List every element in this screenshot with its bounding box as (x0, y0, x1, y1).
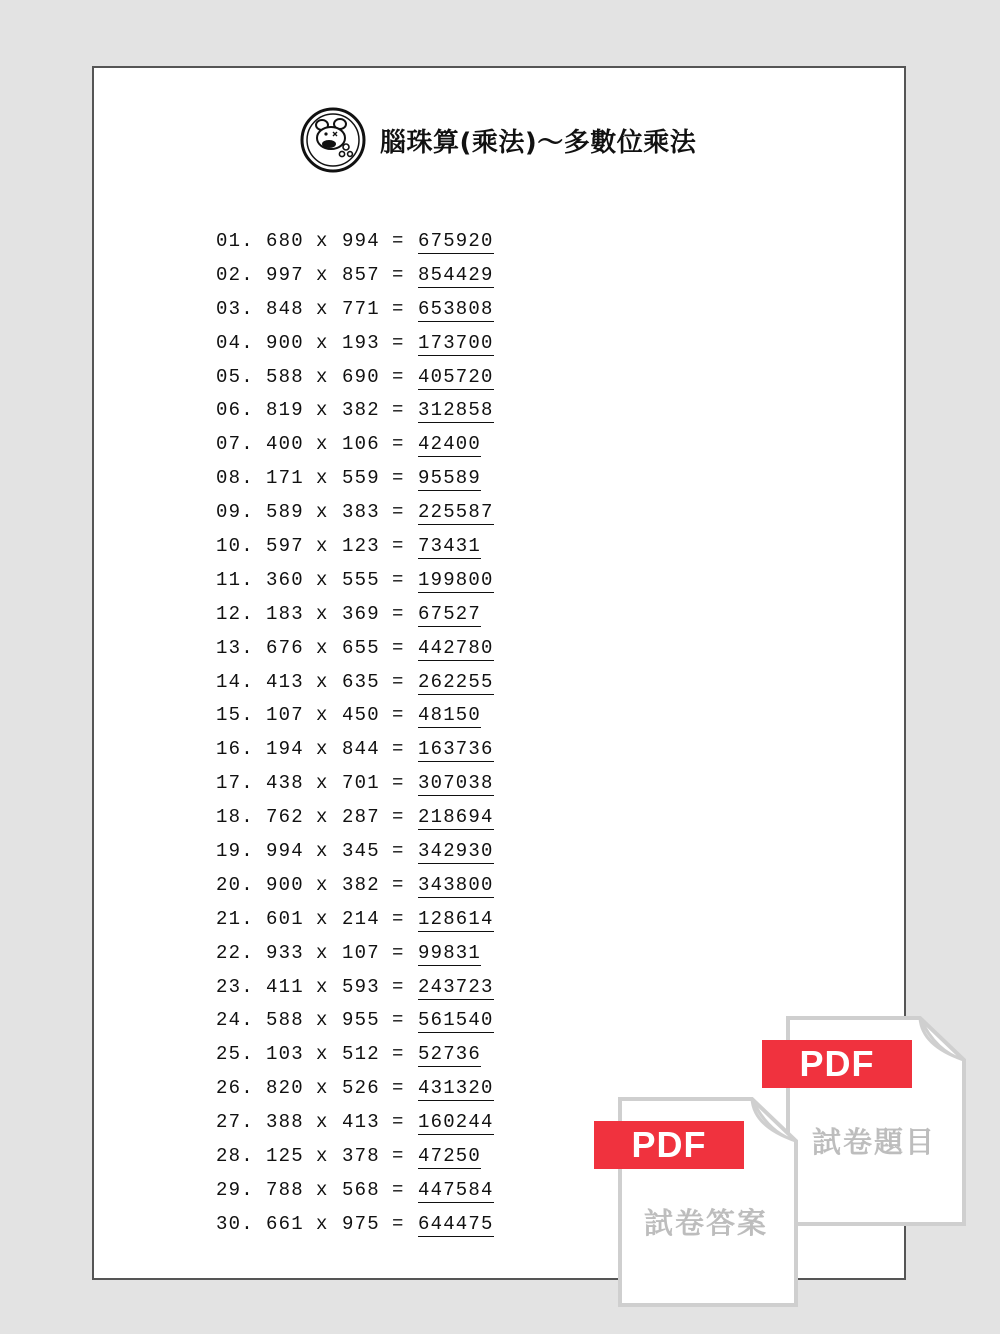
operand-b: 378 (342, 1145, 380, 1168)
operand-b: 955 (342, 1009, 380, 1032)
problem-row (216, 938, 494, 972)
problem-row (216, 463, 494, 497)
mouse-logo-icon (300, 107, 366, 173)
operand-b: 844 (342, 738, 380, 761)
operand-b: 526 (342, 1077, 380, 1100)
problem-number: 28. (216, 1145, 254, 1168)
problem-number: 11. (216, 568, 254, 591)
problem-number: 23. (216, 975, 254, 998)
operand-a: 171 (266, 467, 304, 490)
answer: 99831 (418, 941, 482, 964)
operand-a: 388 (266, 1111, 304, 1134)
problem-number: 07. (216, 433, 254, 456)
operand-b: 857 (342, 263, 380, 286)
equals-sign: = (392, 704, 405, 727)
operator: x (316, 535, 329, 558)
equals-sign: = (392, 941, 405, 964)
operand-a: 994 (266, 840, 304, 863)
operand-a: 588 (266, 365, 304, 388)
answer: 653808 (418, 297, 494, 320)
operand-a: 820 (266, 1077, 304, 1100)
answer: 218694 (418, 806, 494, 829)
operand-a: 900 (266, 331, 304, 354)
operand-b: 193 (342, 331, 380, 354)
operand-a: 360 (266, 568, 304, 591)
download-answers-pdf[interactable] (618, 1097, 794, 1305)
equals-sign: = (392, 636, 405, 659)
operand-a: 589 (266, 501, 304, 524)
operand-a: 848 (266, 297, 304, 320)
answer: 675920 (418, 230, 494, 252)
problem-row (216, 836, 494, 870)
problem-number: 20. (216, 873, 254, 896)
problem-number: 10. (216, 535, 254, 558)
operator: x (316, 1077, 329, 1100)
operator: x (316, 263, 329, 286)
operand-b: 690 (342, 365, 380, 388)
equals-sign: = (392, 907, 405, 930)
answer: 95589 (418, 467, 482, 490)
problem-row (216, 294, 494, 328)
operand-b: 106 (342, 433, 380, 456)
answer: 173700 (418, 331, 494, 354)
problem-number: 18. (216, 806, 254, 829)
operand-b: 701 (342, 772, 380, 795)
operand-b: 975 (342, 1212, 380, 1235)
operator: x (316, 365, 329, 388)
answer: 47250 (418, 1145, 482, 1168)
operator: x (316, 501, 329, 524)
equals-sign: = (392, 1009, 405, 1032)
answer: 447584 (418, 1178, 494, 1201)
operator: x (316, 1178, 329, 1201)
problem-row (216, 1005, 494, 1039)
operator: x (316, 331, 329, 354)
operand-b: 382 (342, 873, 380, 896)
operand-b: 369 (342, 602, 380, 625)
answer: 199800 (418, 568, 494, 591)
operand-a: 413 (266, 670, 304, 693)
answer: 42400 (418, 433, 482, 456)
answer: 312858 (418, 399, 494, 422)
operand-a: 933 (266, 941, 304, 964)
operand-a: 107 (266, 704, 304, 727)
answer: 243723 (418, 975, 494, 998)
operand-b: 635 (342, 670, 380, 693)
problem-row (216, 1175, 494, 1209)
operator: x (316, 568, 329, 591)
problem-row (216, 904, 494, 938)
equals-sign: = (392, 535, 405, 558)
answer: 644475 (418, 1212, 494, 1235)
operand-a: 676 (266, 636, 304, 659)
equals-sign: = (392, 602, 405, 625)
operator: x (316, 1111, 329, 1134)
answer: 561540 (418, 1009, 494, 1032)
operand-b: 655 (342, 636, 380, 659)
operand-a: 588 (266, 1009, 304, 1032)
pdf-badge: PDF (762, 1040, 912, 1088)
operand-b: 593 (342, 975, 380, 998)
equals-sign: = (392, 1111, 405, 1134)
operator: x (316, 1145, 329, 1168)
operator: x (316, 907, 329, 930)
problem-number: 05. (216, 365, 254, 388)
operand-a: 762 (266, 806, 304, 829)
problem-row (216, 362, 494, 396)
problem-number: 01. (216, 230, 254, 252)
problem-list (216, 226, 494, 1243)
equals-sign: = (392, 806, 405, 829)
problem-number: 02. (216, 263, 254, 286)
equals-sign: = (392, 670, 405, 693)
operator: x (316, 738, 329, 761)
equals-sign: = (392, 568, 405, 591)
problem-number: 14. (216, 670, 254, 693)
equals-sign: = (392, 365, 405, 388)
worksheet-header (300, 106, 696, 174)
problem-row (216, 395, 494, 429)
problem-row (216, 328, 494, 362)
pdf-label-questions: 試卷題目 (811, 1125, 936, 1159)
equals-sign: = (392, 1077, 405, 1100)
problem-number: 22. (216, 941, 254, 964)
operand-a: 597 (266, 535, 304, 558)
operand-b: 559 (342, 467, 380, 490)
problem-row (216, 667, 494, 701)
equals-sign: = (392, 501, 405, 524)
problem-row (216, 497, 494, 531)
equals-sign: = (392, 1145, 405, 1168)
operand-b: 450 (342, 704, 380, 727)
problem-row (216, 1073, 494, 1107)
problem-row (216, 972, 494, 1006)
answer: 52736 (418, 1043, 482, 1066)
operator: x (316, 636, 329, 659)
problem-row (216, 531, 494, 565)
problem-number: 17. (216, 772, 254, 795)
download-questions-pdf[interactable] (786, 1016, 962, 1224)
operator: x (316, 230, 329, 252)
problem-row (216, 1209, 494, 1243)
answer: 67527 (418, 602, 482, 625)
answer: 342930 (418, 840, 494, 863)
equals-sign: = (392, 738, 405, 761)
operand-b: 771 (342, 297, 380, 320)
operator: x (316, 840, 329, 863)
operand-b: 555 (342, 568, 380, 591)
answer: 48150 (418, 704, 482, 727)
operator: x (316, 1009, 329, 1032)
answer: 854429 (418, 263, 494, 286)
answer: 163736 (418, 738, 494, 761)
operator: x (316, 670, 329, 693)
problem-number: 30. (216, 1212, 254, 1235)
operator: x (316, 1212, 329, 1235)
problem-number: 25. (216, 1043, 254, 1066)
equals-sign: = (392, 1212, 405, 1235)
equals-sign: = (392, 873, 405, 896)
answer: 405720 (418, 365, 494, 388)
operand-b: 383 (342, 501, 380, 524)
problem-row (216, 565, 494, 599)
problem-number: 12. (216, 602, 254, 625)
operand-b: 568 (342, 1178, 380, 1201)
problem-row (216, 734, 494, 768)
problem-number: 29. (216, 1178, 254, 1201)
operand-b: 413 (342, 1111, 380, 1134)
equals-sign: = (392, 433, 405, 456)
operand-a: 411 (266, 975, 304, 998)
operator: x (316, 467, 329, 490)
problem-row (216, 1141, 494, 1175)
operator: x (316, 602, 329, 625)
operand-a: 103 (266, 1043, 304, 1066)
pdf-badge: PDF (594, 1121, 744, 1169)
problem-number: 27. (216, 1111, 254, 1134)
problem-row (216, 633, 494, 667)
equals-sign: = (392, 772, 405, 795)
problem-number: 21. (216, 907, 254, 930)
answer: 128614 (418, 907, 494, 930)
problem-number: 06. (216, 399, 254, 422)
equals-sign: = (392, 1043, 405, 1066)
problem-number: 19. (216, 840, 254, 863)
equals-sign: = (392, 840, 405, 863)
problem-row (216, 429, 494, 463)
operand-a: 194 (266, 738, 304, 761)
answer: 73431 (418, 535, 482, 558)
answer: 160244 (418, 1111, 494, 1134)
operand-a: 125 (266, 1145, 304, 1168)
problem-number: 13. (216, 636, 254, 659)
operand-a: 788 (266, 1178, 304, 1201)
problem-row (216, 802, 494, 836)
answer: 262255 (418, 670, 494, 693)
operand-a: 900 (266, 873, 304, 896)
equals-sign: = (392, 331, 405, 354)
problem-number: 08. (216, 467, 254, 490)
pdf-label-answers: 試卷答案 (643, 1206, 768, 1240)
problem-row (216, 226, 494, 260)
operator: x (316, 873, 329, 896)
operand-b: 287 (342, 806, 380, 829)
operand-a: 400 (266, 433, 304, 456)
equals-sign: = (392, 1178, 405, 1201)
problem-number: 03. (216, 297, 254, 320)
equals-sign: = (392, 297, 405, 320)
operand-a: 661 (266, 1212, 304, 1235)
operand-a: 680 (266, 230, 304, 252)
answer: 307038 (418, 772, 494, 795)
operand-b: 345 (342, 840, 380, 863)
operator: x (316, 1043, 329, 1066)
operator: x (316, 704, 329, 727)
operand-b: 107 (342, 941, 380, 964)
operand-a: 438 (266, 772, 304, 795)
answer: 442780 (418, 636, 494, 659)
problem-row (216, 1107, 494, 1141)
answer: 225587 (418, 501, 494, 524)
problem-number: 09. (216, 501, 254, 524)
operator: x (316, 772, 329, 795)
operator: x (316, 399, 329, 422)
problem-row (216, 260, 494, 294)
operand-a: 997 (266, 263, 304, 286)
problem-number: 15. (216, 704, 254, 727)
equals-sign: = (392, 263, 405, 286)
problem-row (216, 700, 494, 734)
operand-a: 183 (266, 602, 304, 625)
equals-sign: = (392, 399, 405, 422)
operator: x (316, 297, 329, 320)
operand-a: 819 (266, 399, 304, 422)
problem-row (216, 599, 494, 633)
problem-row (216, 1039, 494, 1073)
problem-number: 04. (216, 331, 254, 354)
problem-row (216, 870, 494, 904)
problem-number: 24. (216, 1009, 254, 1032)
operator: x (316, 433, 329, 456)
operand-b: 123 (342, 535, 380, 558)
equals-sign: = (392, 230, 405, 252)
operand-b: 994 (342, 230, 380, 252)
equals-sign: = (392, 467, 405, 490)
worksheet-title: 腦珠算(乘法)～多數位乘法 (380, 127, 697, 158)
operator: x (316, 941, 329, 964)
operator: x (316, 975, 329, 998)
problem-number: 26. (216, 1077, 254, 1100)
equals-sign: = (392, 975, 405, 998)
operator: x (316, 806, 329, 829)
operand-b: 512 (342, 1043, 380, 1066)
problem-row (216, 768, 494, 802)
problem-number: 16. (216, 738, 254, 761)
operand-b: 214 (342, 907, 380, 930)
operand-a: 601 (266, 907, 304, 930)
operand-b: 382 (342, 399, 380, 422)
answer: 343800 (418, 873, 494, 896)
answer: 431320 (418, 1077, 494, 1100)
